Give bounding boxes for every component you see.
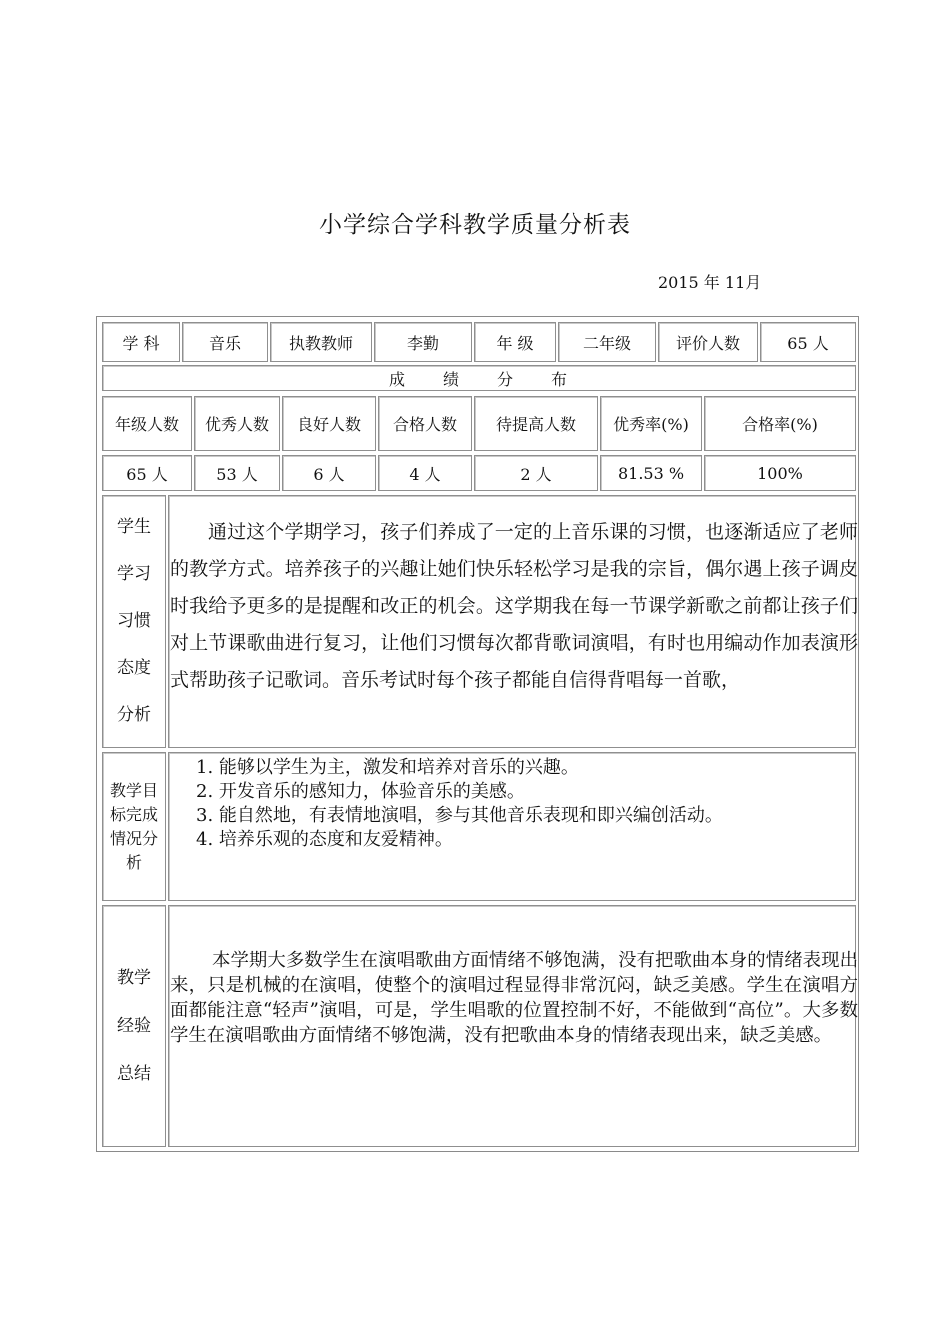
stats-header-pass-rate: 合格率(%) <box>704 396 856 451</box>
summary-label-line: 教学 <box>117 968 151 988</box>
count-value: 65 人 <box>760 322 856 362</box>
grade-value: 二年级 <box>558 322 656 362</box>
stats-header-good: 良好人数 <box>282 396 376 451</box>
stats-value-good: 6 人 <box>282 455 376 491</box>
habits-label-line: 态度 <box>117 658 151 678</box>
goal-item: 2. 开发音乐的感知力，体验音乐的美感。 <box>196 781 525 802</box>
goals-list <box>196 756 856 852</box>
summary-label-line: 总结 <box>117 1064 151 1084</box>
stats-value-grade-count: 65 人 <box>102 455 192 491</box>
goals-label-line: 标完成 <box>109 804 158 824</box>
goals-label-line: 情况分 <box>109 828 158 848</box>
summary-label <box>102 905 166 1147</box>
teacher-value: 李勤 <box>374 322 472 362</box>
score-distribution-title: 成 绩 分 布 <box>102 365 856 391</box>
habits-label-line: 学习 <box>117 564 151 584</box>
stats-header-excellent-rate: 优秀率(%) <box>600 396 702 451</box>
count-label: 评价人数 <box>658 322 758 362</box>
stats-value-excellent: 53 人 <box>194 455 280 491</box>
summary-label-line: 经验 <box>117 1016 151 1036</box>
habits-label <box>102 495 166 748</box>
stats-value-improve: 2 人 <box>474 455 598 491</box>
page-title: 小学综合学科教学质量分析表 <box>319 212 631 238</box>
goals-label-line: 教学目 <box>109 780 158 800</box>
stats-header-grade-count: 年级人数 <box>102 396 192 451</box>
goals-label <box>102 752 166 901</box>
goal-item: 1. 能够以学生为主，激发和培养对音乐的兴趣。 <box>196 757 579 778</box>
stats-header-excellent: 优秀人数 <box>194 396 280 451</box>
habits-label-line: 分析 <box>117 705 151 725</box>
habits-text: 通过这个学期学习，孩子们养成了一定的上音乐课的习惯，也逐渐适应了老师的教学方式。培养孩子的兴趣让她们快乐轻松学习是我的宗旨，偶尔遇上孩子调皮时我给予更多的是提醒和改正的机会。这学期我在每一节课学新歌之前都让孩子们对上节课歌曲进行复习，让他们习惯每次都背歌词演唱，有时也用编动作加表演形式帮助孩子记歌词。音乐考试时每个孩子都能自信得背唱每一首歌， <box>170 521 858 691</box>
summary-text: 本学期大多数学生在演唱歌曲方面情绪不够饱满，没有把歌曲本身的情绪表现出来，只是机械的在演唱，使整个的演唱过程显得非常沉闷，缺乏美感。学生在演唱方面都能注意“轻声”演唱，可是，学生唱歌的位置控制不好，不能做到“高位”。大多数学生在演唱歌曲方面情绪不够饱满，没有把歌曲本身的情绪表现出来，缺乏美感。 <box>170 950 858 1046</box>
goal-item: 3. 能自然地，有表情地演唱，参与其他音乐表现和即兴编创活动。 <box>196 805 723 826</box>
stats-value-pass: 4 人 <box>378 455 472 491</box>
subject-label: 学 科 <box>102 322 180 362</box>
stats-header-improve: 待提高人数 <box>474 396 598 451</box>
stats-value-pass-rate: 100% <box>704 455 856 491</box>
subject-value: 音乐 <box>182 322 268 362</box>
stats-header-pass: 合格人数 <box>378 396 472 451</box>
habits-label-line: 学生 <box>117 517 151 537</box>
goal-item: 4. 培养乐观的态度和友爱精神。 <box>196 829 453 850</box>
stats-value-excellent-rate: 81.53 % <box>600 455 702 491</box>
teacher-label: 执教教师 <box>270 322 372 362</box>
goals-label-line: 析 <box>125 852 142 872</box>
habits-label-line: 习惯 <box>117 611 151 631</box>
grade-label: 年 级 <box>474 322 556 362</box>
report-date: 2015 年 11月 <box>658 273 762 292</box>
